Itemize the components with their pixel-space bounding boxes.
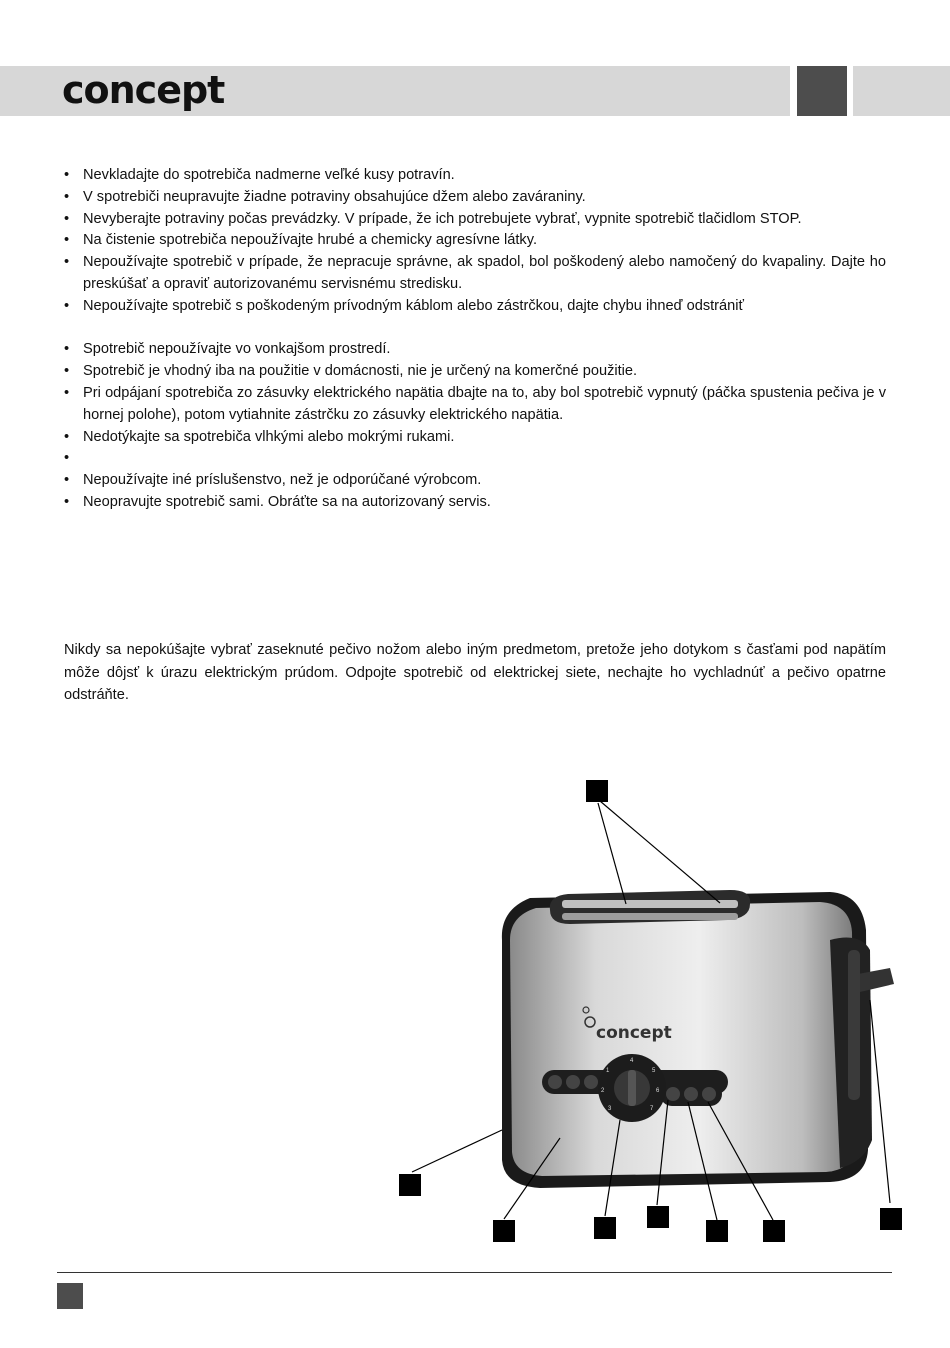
toaster-brand: concept [596,1023,672,1043]
footer-rule [57,1272,892,1273]
header-band-right [853,66,950,116]
list-item: • Nepoužívajte spotrebič s poškodeným prívodným káblom alebo zástrčkou, dajte chybu ihneď odstrániť [64,296,886,318]
callout-box [594,1217,616,1239]
callout-box [647,1206,669,1228]
dial-number: 1 [606,1068,610,1074]
list-item: • Spotrebič nepoužívajte vo vonkajšom prostredí. [64,339,886,361]
safety-list [64,165,886,514]
callout-box [399,1174,421,1196]
list-item: • V spotrebiči neupravujte žiadne potraviny obsahujúce džem alebo zaváraniny. [64,187,886,209]
control-button [702,1087,716,1101]
slot-front [562,900,738,908]
callout-box [706,1220,728,1242]
callout-box [586,780,608,802]
dial-number: 6 [656,1088,660,1094]
dial-number: 2 [601,1088,605,1094]
callout-box [763,1220,785,1242]
dial-number: 3 [608,1106,612,1112]
list-item: • Nepoužívajte iné príslušenstvo, než je odporúčané výrobcom. [64,470,886,492]
callout-box [493,1220,515,1242]
header-section-marker [797,66,847,116]
toaster-body [510,902,854,1176]
control-button [666,1087,680,1101]
brand-logo: concept [62,68,225,112]
footer-page-marker [57,1283,83,1309]
list-item: • Pri odpájaní spotrebiča zo zásuvky elektrického napätia dbajte na to, aby bol spotrebič vypnutý (páčka spustenia pečiva je v hornej polohe), potom vytiahnite zástrčku zo zásuvky elektrického napätia. [64,383,886,427]
control-button [584,1075,598,1089]
list-item: • Nepoužívajte spotrebič v prípade, že nepracuje správne, ak spadol, bol poškodený alebo namočený do kvapaliny. Dajte ho preskúšať a opraviť autorizovanému servisnému stredisku. [64,252,886,296]
warning-paragraph: Nikdy sa nepokúšajte vybrať zaseknuté pečivo nožom alebo iným predmetom, pretože jeho dotykom s časťami pod napätím môže dôjsť k úrazu elektrickým prúdom. Odpojte spotrebič od elektrickej siete, nechajte ho vychladnúť a pečivo opatrne odstráňte. [64,642,886,703]
list-item [64,448,886,470]
list-item: • Spotrebič je vhodný iba na použitie v domácnosti, nie je určený na komerčné použitie. [64,361,886,383]
lever-groove [848,950,860,1100]
slot-back [562,913,738,920]
knob-grip [628,1070,636,1106]
list-item: • Nedotýkajte sa spotrebiča vlhkými alebo mokrými rukami. [64,427,886,449]
control-button [684,1087,698,1101]
dial-number: 4 [630,1058,634,1064]
toaster-diagram [390,770,910,1260]
control-button [566,1075,580,1089]
list-item: • Nevkladajte do spotrebiča nadmerne veľké kusy potravín. [64,165,886,187]
list-item: • Neopravujte spotrebič sami. Obráťte sa na autorizovaný servis. [64,492,886,514]
list-item: • Nevyberajte potraviny počas prevádzky. V prípade, že ich potrebujete vybrať, vypnite spotrebič tlačidlom STOP. [64,209,886,231]
control-button [548,1075,562,1089]
callout-box [880,1208,902,1230]
dial-number: 7 [650,1106,654,1112]
list-item: • Na čistenie spotrebiča nepoužívajte hrubé a chemicky agresívne látky. [64,230,886,252]
dial-number: 5 [652,1068,656,1074]
